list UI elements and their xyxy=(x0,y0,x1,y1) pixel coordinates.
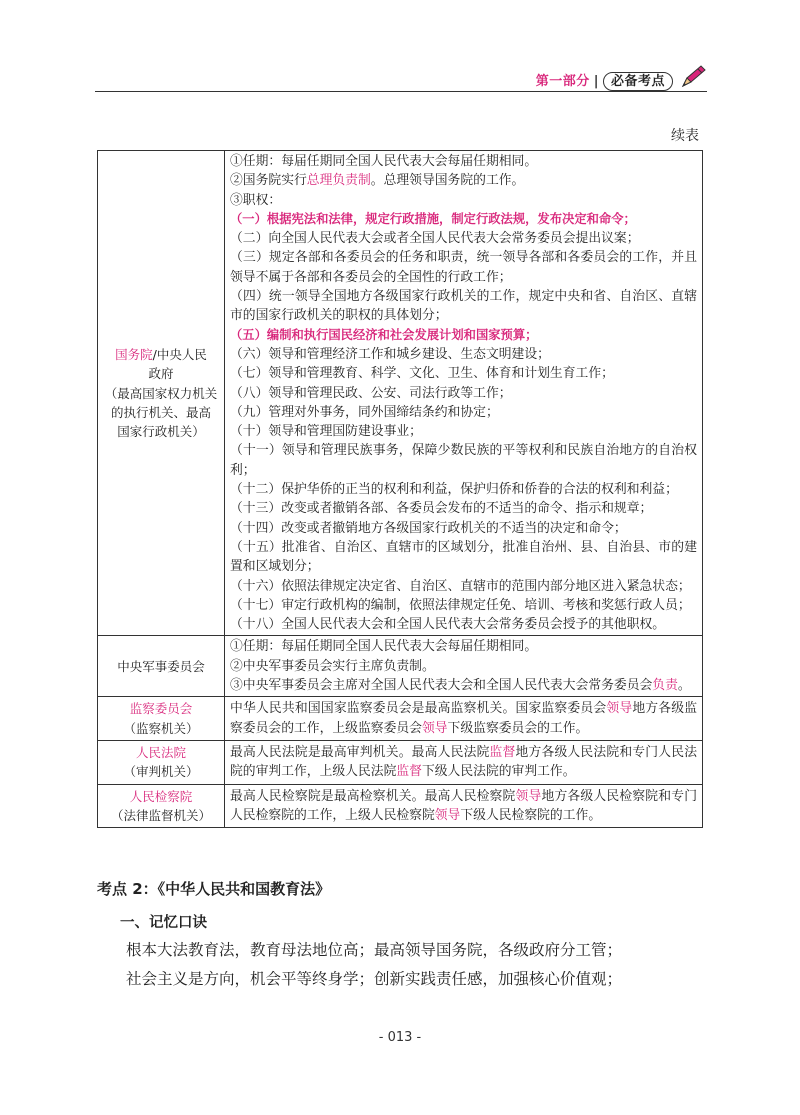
resp-pre: ③中央军事委员会主席对全国人民代表大会和全国人民代表大会常务委员会 xyxy=(230,678,653,694)
label-note: （法律监督机关） xyxy=(110,807,211,823)
page-header xyxy=(95,58,707,92)
system-line: ②中央军事委员会实行主席负责制。 xyxy=(230,658,435,674)
label-pink: 国务院 xyxy=(115,346,153,362)
table-row xyxy=(98,151,703,636)
power-item: （九）管理对外事务，同外国缔结条约和协定； xyxy=(230,404,499,420)
keyword: 领导 xyxy=(434,807,461,823)
header-rule xyxy=(95,91,707,92)
keyword: 领导 xyxy=(515,788,542,804)
power-item: （十六）依照法律规定决定省、自治区、直辖市的范围内部分地区进入紧急状态； xyxy=(230,578,691,594)
power-item: （十七）审定行政机构的编制，依照法律规定任免、培训、考核和奖惩行政人员； xyxy=(230,597,691,613)
verse-line: 社会主义是方向，机会平等终身学；创新实践责任感，加强核心价值观； xyxy=(126,970,623,988)
row-content-supervision xyxy=(225,697,703,741)
power-item: （五）编制和执行国民经济和社会发展计划和国家预算； xyxy=(230,327,538,342)
resp-highlight: 负责 xyxy=(652,678,678,694)
keyword: 领导 xyxy=(421,720,448,736)
keyword: 监督 xyxy=(489,744,516,760)
keyword: 监督 xyxy=(396,764,422,780)
text-part: 下级监察委员会的工作。 xyxy=(447,720,589,736)
system-pre: ②国务院实行 xyxy=(230,173,307,189)
power-item: （十八）全国人民代表大会和全国人民代表大会常务委员会授予的其他职权。 xyxy=(230,617,666,633)
label-pink: 人民检察院 xyxy=(129,788,193,804)
row-label-procuratorate xyxy=(98,784,225,828)
power-item: （四）统一领导全国地方各级国家行政机关的工作，规定中央和省、自治区、直辖市的国家行政机关的职权的具体划分； xyxy=(230,289,697,324)
label-note: （审判机关） xyxy=(123,764,199,780)
label-pink: 人民法院 xyxy=(135,744,186,760)
power-item: （十一）领导和管理民族事务，保障少数民族的平等权利和民族自治地方的自治权利； xyxy=(230,443,697,478)
row-label-court xyxy=(98,740,225,784)
label-rest-2: 政府 xyxy=(148,366,174,382)
keyword: 领导 xyxy=(606,701,633,717)
header-badge: 必备考点 xyxy=(603,72,673,91)
row-label-cmc: 中央军事委员会 xyxy=(98,636,225,697)
powers-title: ③职权： xyxy=(230,192,282,208)
label-note-1: （最高国家权力机关 xyxy=(104,385,218,401)
term-line: ①任期：每届任期同全国人民代表大会每届任期相同。 xyxy=(230,639,538,655)
system-post: 。总理领导国务院的工作。 xyxy=(370,173,525,189)
continued-label: 续表 xyxy=(671,128,699,144)
power-item: （二）向全国人民代表大会或者全国人民代表大会常务委员会提出议案； xyxy=(230,231,640,247)
row-content-state-council xyxy=(225,151,703,636)
power-item: （七）领导和管理教育、科学、文化、卫生、体育和计划生育工作； xyxy=(230,366,614,382)
power-item: （六）领导和管理经济工作和城乡建设、生态文明建设； xyxy=(230,346,550,362)
power-item: （十四）改变或者撤销地方各级国家行政机关的不适当的决定和命令； xyxy=(230,520,627,536)
page-number: - 013 - xyxy=(378,1030,422,1045)
label-rest-1: /中央人民 xyxy=(152,346,207,362)
text-part: 地方各级监察委员会的工作，上级监察委员会 xyxy=(230,701,698,736)
label-note-2: 的执行机关、最高 xyxy=(110,404,211,420)
power-item: （十五）批准省、自治区、直辖市的区域划分，批准自治州、县、自治县、市的建置和区域划分； xyxy=(230,539,697,575)
row-content-cmc xyxy=(225,636,703,697)
term-line: ①任期：每届任期同全国人民代表大会每届任期相同。 xyxy=(230,154,538,169)
text-part: 下级人民检察院的工作。 xyxy=(460,807,602,823)
section-title: 考点 2：《中华人民共和国教育法》 xyxy=(97,880,331,898)
pencil-icon xyxy=(679,64,707,90)
header-part: 第一部分 xyxy=(535,74,590,89)
label-pink: 监察委员会 xyxy=(129,701,193,717)
row-label-supervision xyxy=(98,697,225,741)
power-item: （一）根据宪法和法律，规定行政措施，制定行政法规，发布决定和命令； xyxy=(230,211,636,226)
row-content-court xyxy=(225,740,703,784)
text-part: 地方各级人民法院和专门人民法院的审判工作，上级人民法院 xyxy=(230,744,698,780)
table-row xyxy=(98,697,703,741)
resp-post: 。 xyxy=(677,678,691,694)
header-separator: | xyxy=(593,74,599,89)
header-text xyxy=(536,70,673,91)
power-item: （三）规定各部和各委员会的任务和职责，统一领导各部和各委员会的工作，并且领导不属于各部和各委员会的全国性的行政工作； xyxy=(230,250,697,285)
system-highlight: 总理负责制 xyxy=(306,173,371,189)
text-part: 中华人民共和国国家监察委员会是最高监察机关。国家监察委员会 xyxy=(230,701,607,717)
resp-line xyxy=(230,676,697,695)
table-row xyxy=(98,784,703,828)
power-item: （十）领导和管理国防建设事业； xyxy=(230,424,422,440)
text-part: 最高人民检察院是最高检察机关。最高人民检察院 xyxy=(230,788,516,804)
system-line xyxy=(230,171,697,190)
text-part: 最高人民法院是最高审判机关。最高人民法院 xyxy=(230,744,490,760)
table-row xyxy=(98,636,703,697)
label-note: （监察机关） xyxy=(123,720,199,736)
text-part: 下级人民法院的审判工作。 xyxy=(421,764,576,780)
power-item: （十三）改变或者撤销各部、各委员会发布的不适当的命令、指示和规章； xyxy=(230,501,653,517)
power-item: （八）领导和管理民政、公安、司法行政等工作； xyxy=(230,385,512,401)
table-row xyxy=(98,740,703,784)
row-label-state-council xyxy=(98,151,225,636)
label-note-3: 国家行政机关） xyxy=(117,424,205,440)
verse-line: 根本大法教育法，教育母法地位高；最高领导国务院，各级政府分工管； xyxy=(126,941,623,959)
organs-table xyxy=(97,150,703,828)
text-part: 地方各级人民检察院和专门人民检察院的工作，上级人民检察院 xyxy=(230,788,698,823)
power-item: （十二）保护华侨的正当的权利和利益，保护归侨和侨眷的合法的权利和利益； xyxy=(230,482,678,498)
subsection-title: 一、记忆口诀 xyxy=(120,914,207,931)
row-content-procuratorate xyxy=(225,784,703,828)
